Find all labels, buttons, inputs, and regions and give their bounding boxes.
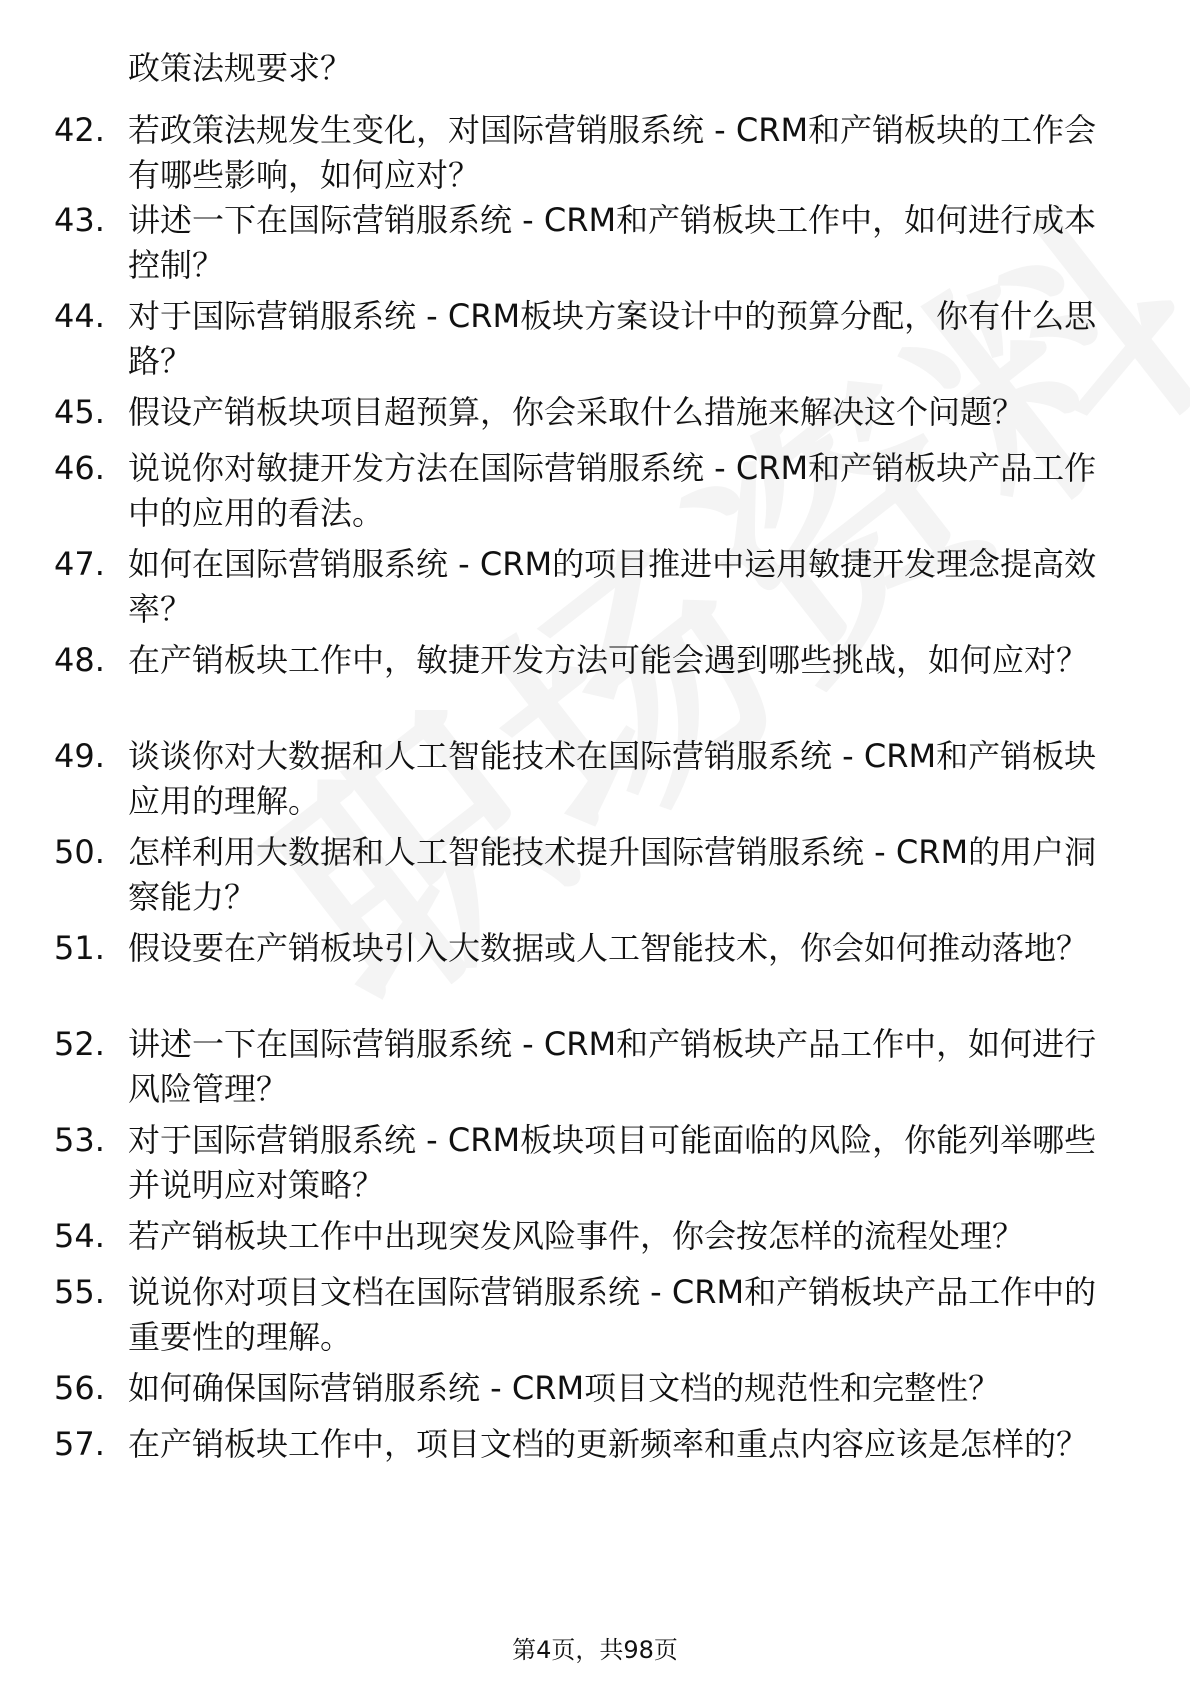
- item-number: 43.: [54, 201, 105, 239]
- item-text: 若产销板块工作中出现突发风险事件，你会按怎样的流程处理？: [128, 1217, 1025, 1255]
- item-number: 47.: [54, 545, 105, 583]
- item-text: 在产销板块工作中，敏捷开发方法可能会遇到哪些挑战，如何应对？: [128, 641, 1089, 679]
- item-text: 如何确保国际营销服系统 - CRM项目文档的规范性和完整性？: [128, 1369, 1001, 1407]
- item-text: 说说你对项目文档在国际营销服系统 - CRM和产销板块产品工作中的重要性的理解。: [128, 1273, 1097, 1356]
- page-footer: 第4页，共98页: [512, 1636, 678, 1664]
- item-text: 谈谈你对大数据和人工智能技术在国际营销服系统 - CRM和产销板块应用的理解。: [128, 737, 1097, 820]
- item-number: 56.: [54, 1369, 105, 1407]
- item-text: 讲述一下在国际营销服系统 - CRM和产销板块工作中，如何进行成本控制？: [128, 201, 1097, 284]
- item-text: 讲述一下在国际营销服系统 - CRM和产销板块产品工作中，如何进行风险管理？: [128, 1025, 1097, 1108]
- item-number: 46.: [54, 449, 105, 487]
- item-text: 对于国际营销服系统 - CRM板块方案设计中的预算分配，你有什么思路？: [128, 297, 1097, 380]
- item-text: 对于国际营销服系统 - CRM板块项目可能面临的风险，你能列举哪些并说明应对策略？: [128, 1121, 1097, 1204]
- item-number: 49.: [54, 737, 105, 775]
- item-text: 若政策法规发生变化，对国际营销服系统 - CRM和产销板块的工作会有哪些影响，如何应对？: [128, 111, 1097, 194]
- item-text: 说说你对敏捷开发方法在国际营销服系统 - CRM和产销板块产品工作中的应用的看法。: [128, 449, 1097, 532]
- item-text: 如何在国际营销服系统 - CRM的项目推进中运用敏捷开发理念提高效率？: [128, 545, 1097, 628]
- item-number: 57.: [54, 1425, 105, 1463]
- continuation-text: 政策法规要求？: [128, 49, 353, 87]
- item-text: 怎样利用大数据和人工智能技术提升国际营销服系统 - CRM的用户洞察能力？: [128, 833, 1097, 916]
- item-text: 在产销板块工作中，项目文档的更新频率和重点内容应该是怎样的？: [128, 1425, 1089, 1463]
- item-text: 假设要在产销板块引入大数据或人工智能技术，你会如何推动落地？: [128, 929, 1089, 967]
- item-number: 53.: [54, 1121, 105, 1159]
- item-number: 45.: [54, 393, 105, 431]
- item-number: 55.: [54, 1273, 105, 1311]
- item-number: 51.: [54, 929, 105, 967]
- item-number: 42.: [54, 111, 105, 149]
- item-number: 52.: [54, 1025, 105, 1063]
- item-number: 54.: [54, 1217, 105, 1255]
- item-number: 44.: [54, 297, 105, 335]
- item-number: 50.: [54, 833, 105, 871]
- item-text: 假设产销板块项目超预算，你会采取什么措施来解决这个问题？: [128, 393, 1025, 431]
- item-number: 48.: [54, 641, 105, 679]
